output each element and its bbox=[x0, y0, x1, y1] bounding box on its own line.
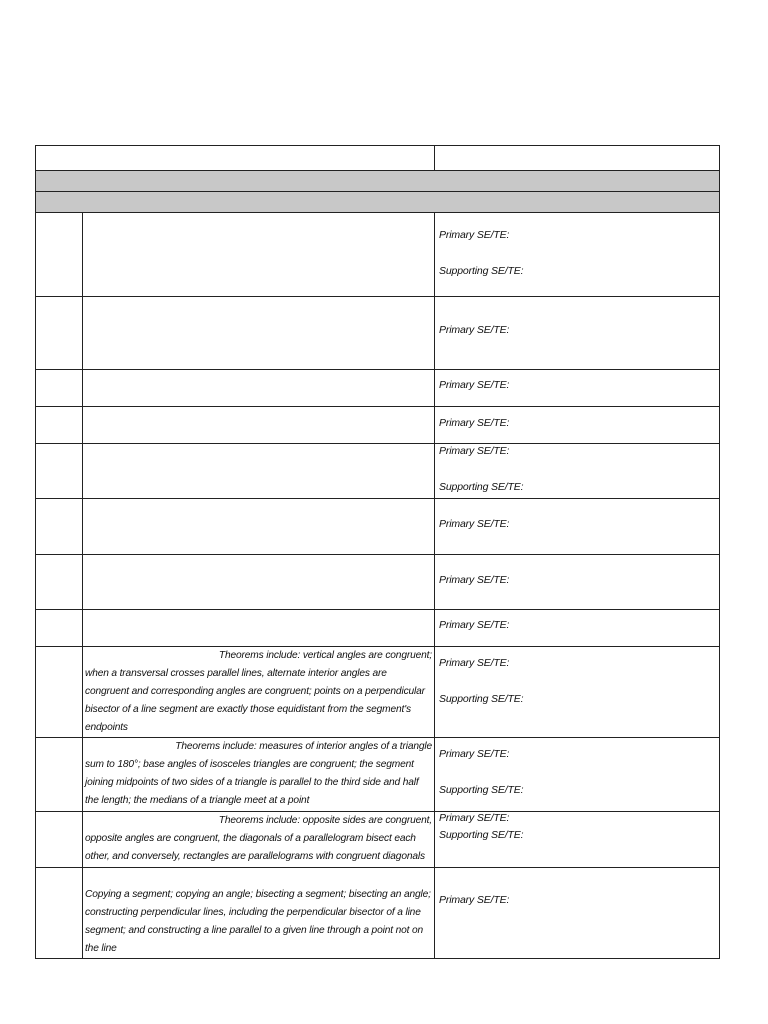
section-band-cell-1 bbox=[36, 171, 720, 192]
standard-cell bbox=[83, 738, 435, 812]
standard-cell bbox=[83, 297, 435, 370]
supporting-se-te-label: Supporting SE/TE: bbox=[439, 829, 524, 841]
primary-se-te-label: Primary SE/TE: bbox=[439, 445, 510, 457]
standard-cell bbox=[83, 213, 435, 297]
citation-cell bbox=[435, 213, 720, 297]
citation-cell bbox=[435, 370, 720, 407]
citation-cell bbox=[435, 812, 720, 868]
table-row bbox=[36, 499, 720, 555]
table-row bbox=[36, 610, 720, 647]
standard-cell bbox=[83, 407, 435, 444]
primary-se-te-label: Primary SE/TE: bbox=[439, 518, 510, 530]
table-row bbox=[36, 444, 720, 499]
table-row bbox=[36, 407, 720, 444]
header-row bbox=[36, 146, 720, 171]
standard-cell bbox=[83, 499, 435, 555]
citation-cell bbox=[435, 647, 720, 738]
standard-lead-text: Theorems include: opposite sides are congruent, bbox=[218, 815, 432, 826]
standard-text: sum to 180°; base angles of isosceles triangles are congruent; the segment joining midpoints of two sides of a triangle is parallel to the third side and half the length; the medians of a triangle meet at a point bbox=[85, 759, 419, 806]
primary-se-te-label: Primary SE/TE: bbox=[439, 894, 510, 906]
table-row bbox=[36, 738, 720, 812]
standard-lead-text: Theorems include: vertical angles are congruent; bbox=[218, 650, 432, 661]
citation-cell bbox=[435, 738, 720, 812]
supporting-se-te-label: Supporting SE/TE: bbox=[439, 784, 524, 796]
table-row bbox=[36, 213, 720, 297]
code-cell bbox=[36, 213, 83, 297]
header-cell-citations bbox=[435, 146, 720, 171]
standard-text: when a transversal crosses parallel lines, alternate interior angles are congruent and corresponding angles are congruent; points on a perpendicular bisector of a line segment are exactly those equidistant from the segment's endpoints bbox=[85, 668, 425, 733]
code-cell bbox=[36, 499, 83, 555]
section-band-2 bbox=[36, 192, 720, 213]
citation-cell bbox=[435, 444, 720, 499]
code-cell bbox=[36, 812, 83, 868]
table-row bbox=[36, 647, 720, 738]
citation-cell bbox=[435, 499, 720, 555]
code-cell bbox=[36, 555, 83, 610]
code-cell bbox=[36, 610, 83, 647]
correlation-table bbox=[35, 145, 720, 959]
citation-cell bbox=[435, 610, 720, 647]
code-cell bbox=[36, 297, 83, 370]
code-cell bbox=[36, 738, 83, 812]
primary-se-te-label: Primary SE/TE: bbox=[439, 574, 510, 586]
code-cell bbox=[36, 444, 83, 499]
code-cell bbox=[36, 647, 83, 738]
standard-text: Copying a segment; copying an angle; bisecting a segment; bisecting an angle; constructing perpendicular lines, including the perpendicular bisector of a line segment; and constructing a line parallel to a given line through a point not on the line bbox=[85, 889, 431, 954]
primary-se-te-label: Primary SE/TE: bbox=[439, 379, 510, 391]
header-cell-standards bbox=[36, 146, 435, 171]
standard-cell bbox=[83, 370, 435, 407]
table-row bbox=[36, 555, 720, 610]
standard-cell bbox=[83, 647, 435, 738]
citation-cell bbox=[435, 297, 720, 370]
standard-cell bbox=[83, 555, 435, 610]
table-row bbox=[36, 370, 720, 407]
section-band-1 bbox=[36, 171, 720, 192]
code-cell bbox=[36, 407, 83, 444]
correlation-table-sheet bbox=[35, 145, 719, 959]
code-cell bbox=[36, 868, 83, 959]
primary-se-te-label: Primary SE/TE: bbox=[439, 229, 510, 241]
table-row bbox=[36, 868, 720, 959]
standard-text: opposite angles are congruent, the diagonals of a parallelogram bisect each other, and conversely, rectangles are parallelograms with congruent diagonals bbox=[85, 833, 425, 862]
primary-se-te-label: Primary SE/TE: bbox=[439, 748, 510, 760]
supporting-se-te-label: Supporting SE/TE: bbox=[439, 481, 524, 493]
citation-cell bbox=[435, 407, 720, 444]
primary-se-te-label: Primary SE/TE: bbox=[439, 657, 510, 669]
citation-cell bbox=[435, 868, 720, 959]
supporting-se-te-label: Supporting SE/TE: bbox=[439, 265, 524, 277]
standard-cell bbox=[83, 444, 435, 499]
standard-cell bbox=[83, 868, 435, 959]
table-row bbox=[36, 812, 720, 868]
primary-se-te-label: Primary SE/TE: bbox=[439, 417, 510, 429]
supporting-se-te-label: Supporting SE/TE: bbox=[439, 693, 524, 705]
standard-lead-text: Theorems include: measures of interior angles of a triangle bbox=[175, 741, 432, 752]
citation-cell bbox=[435, 555, 720, 610]
primary-se-te-label: Primary SE/TE: bbox=[439, 812, 510, 824]
code-cell bbox=[36, 370, 83, 407]
standard-cell bbox=[83, 610, 435, 647]
section-band-cell-2 bbox=[36, 192, 720, 213]
standard-cell bbox=[83, 812, 435, 868]
primary-se-te-label: Primary SE/TE: bbox=[439, 619, 510, 631]
primary-se-te-label: Primary SE/TE: bbox=[439, 324, 510, 336]
table-row bbox=[36, 297, 720, 370]
